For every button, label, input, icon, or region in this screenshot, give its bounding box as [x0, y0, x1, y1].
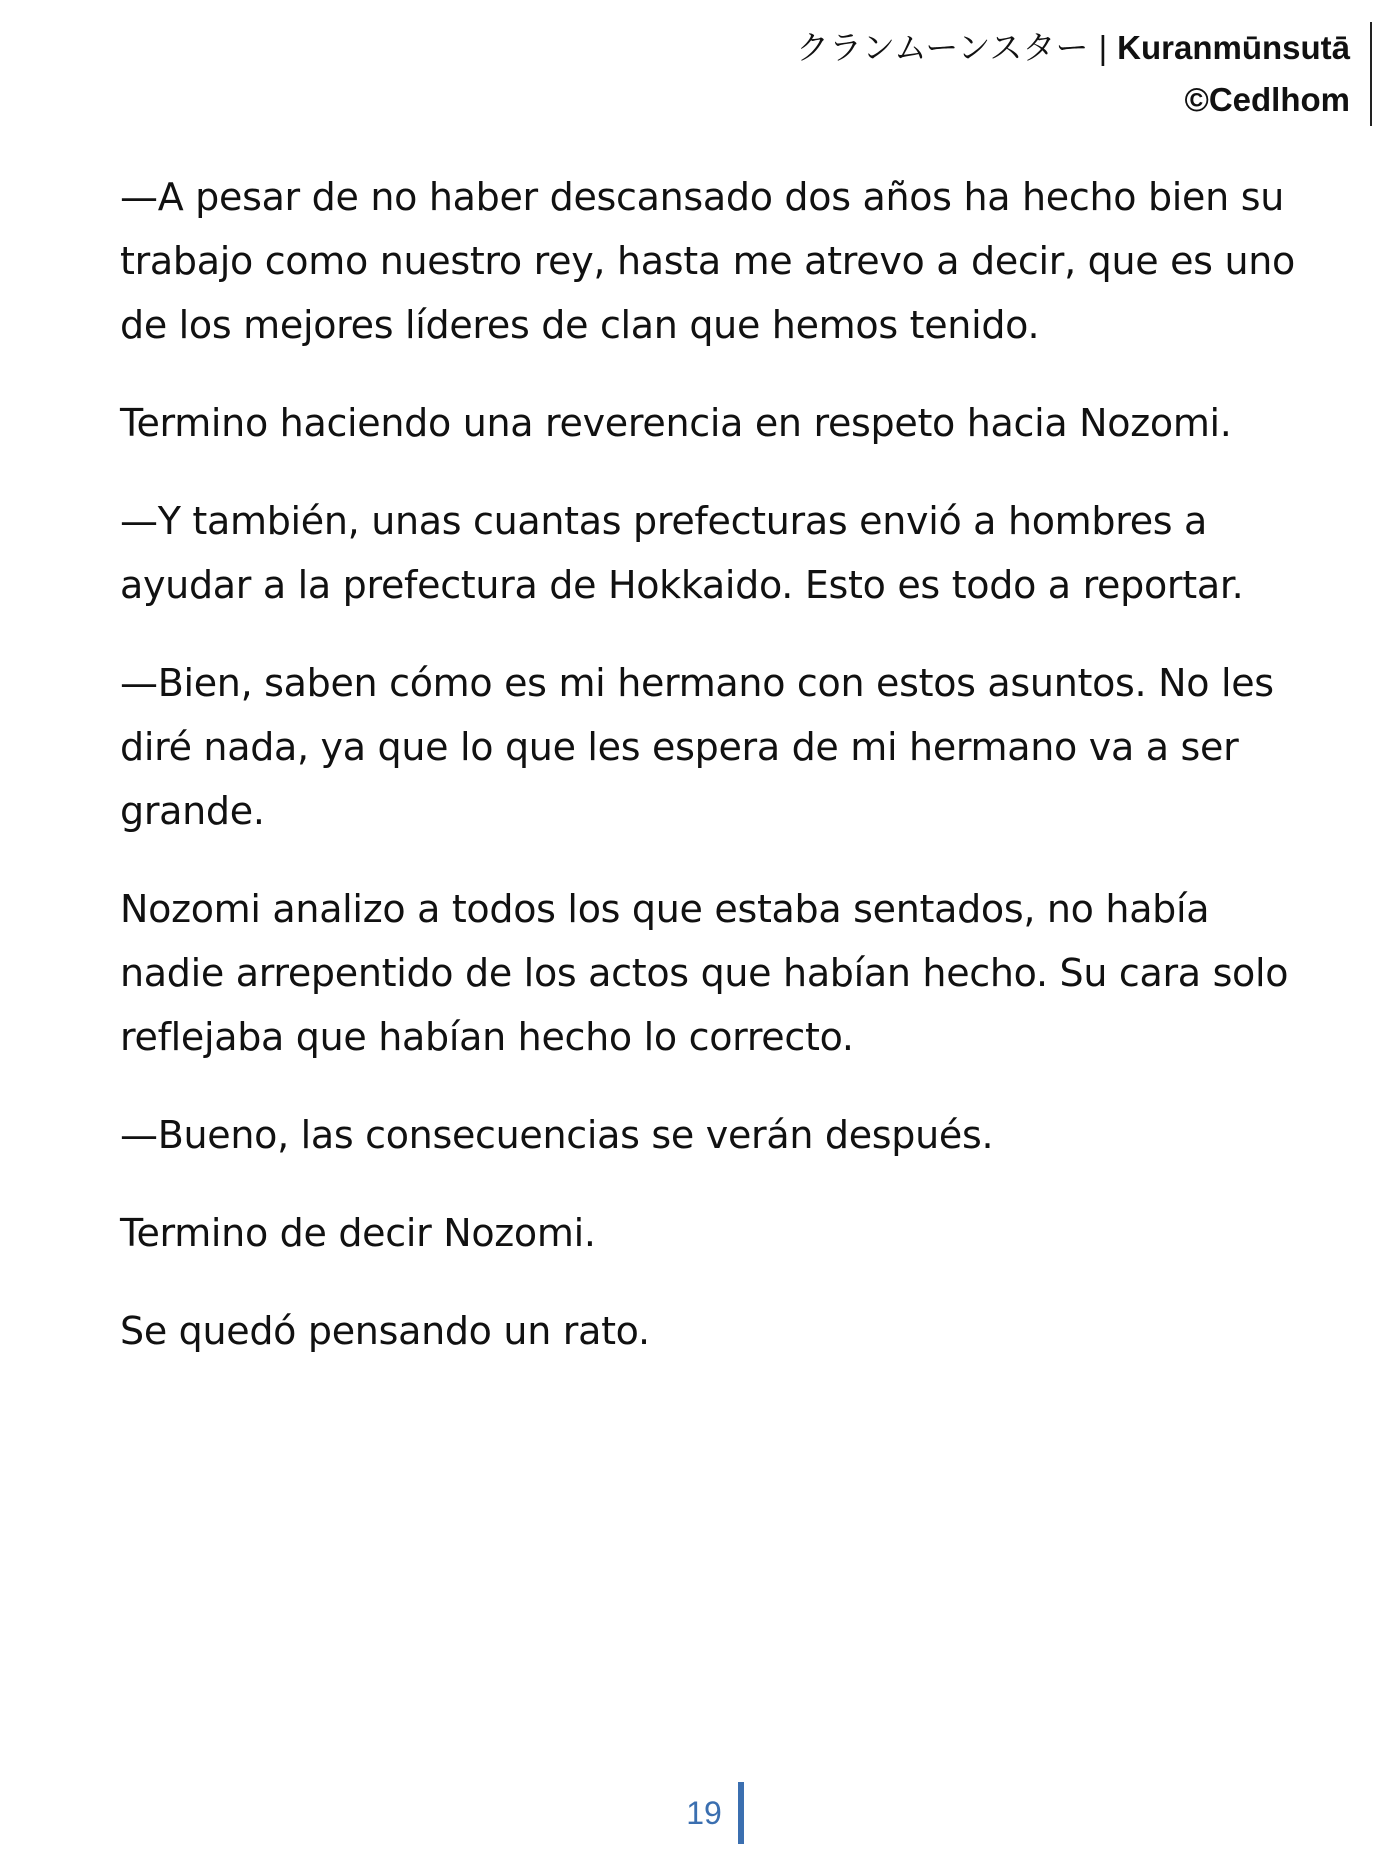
page-footer [0, 1782, 1400, 1844]
page-number: 19 [686, 1795, 722, 1831]
paragraph-4: —Bien, saben cómo es mi hermano con estos asuntos. No les diré nada, ya que lo que les espera de mi hermano va a ser grande. [120, 661, 1274, 833]
paragraph-2: Termino haciendo una reverencia en respeto hacia Nozomi. [120, 401, 1232, 445]
paragraph-6: —Bueno, las consecuencias se verán después. [120, 1113, 994, 1157]
page-header [550, 22, 1372, 126]
header-title-japanese: クランムーンスター [796, 28, 1089, 67]
paragraph-5: Nozomi analizo a todos los que estaba sentados, no había nadie arrepentido de los actos que habían hecho. Su cara solo reflejaba que habían hecho lo correcto. [120, 887, 1289, 1059]
paragraph-8: Se quedó pensando un rato. [120, 1309, 650, 1353]
header-title-romaji: Kuranmūnsutā [1117, 29, 1350, 66]
paragraph-1: —A pesar de no haber descansado dos años ha hecho bien su trabajo como nuestro rey, hasta me atrevo a decir, que es uno de los mejores líderes de clan que hemos tenido. [120, 175, 1295, 347]
header-copyright: ©Cedlhom [1184, 81, 1350, 118]
paragraph-3: —Y también, unas cuantas prefecturas envió a hombres a ayudar a la prefectura de Hokkaido. Esto es todo a reportar. [120, 499, 1244, 607]
page-number-marker [686, 1782, 744, 1844]
header-separator: | [1098, 29, 1108, 66]
paragraph-7: Termino de decir Nozomi. [120, 1211, 596, 1255]
page-body [120, 165, 1295, 1397]
header-title-line [550, 22, 1350, 74]
